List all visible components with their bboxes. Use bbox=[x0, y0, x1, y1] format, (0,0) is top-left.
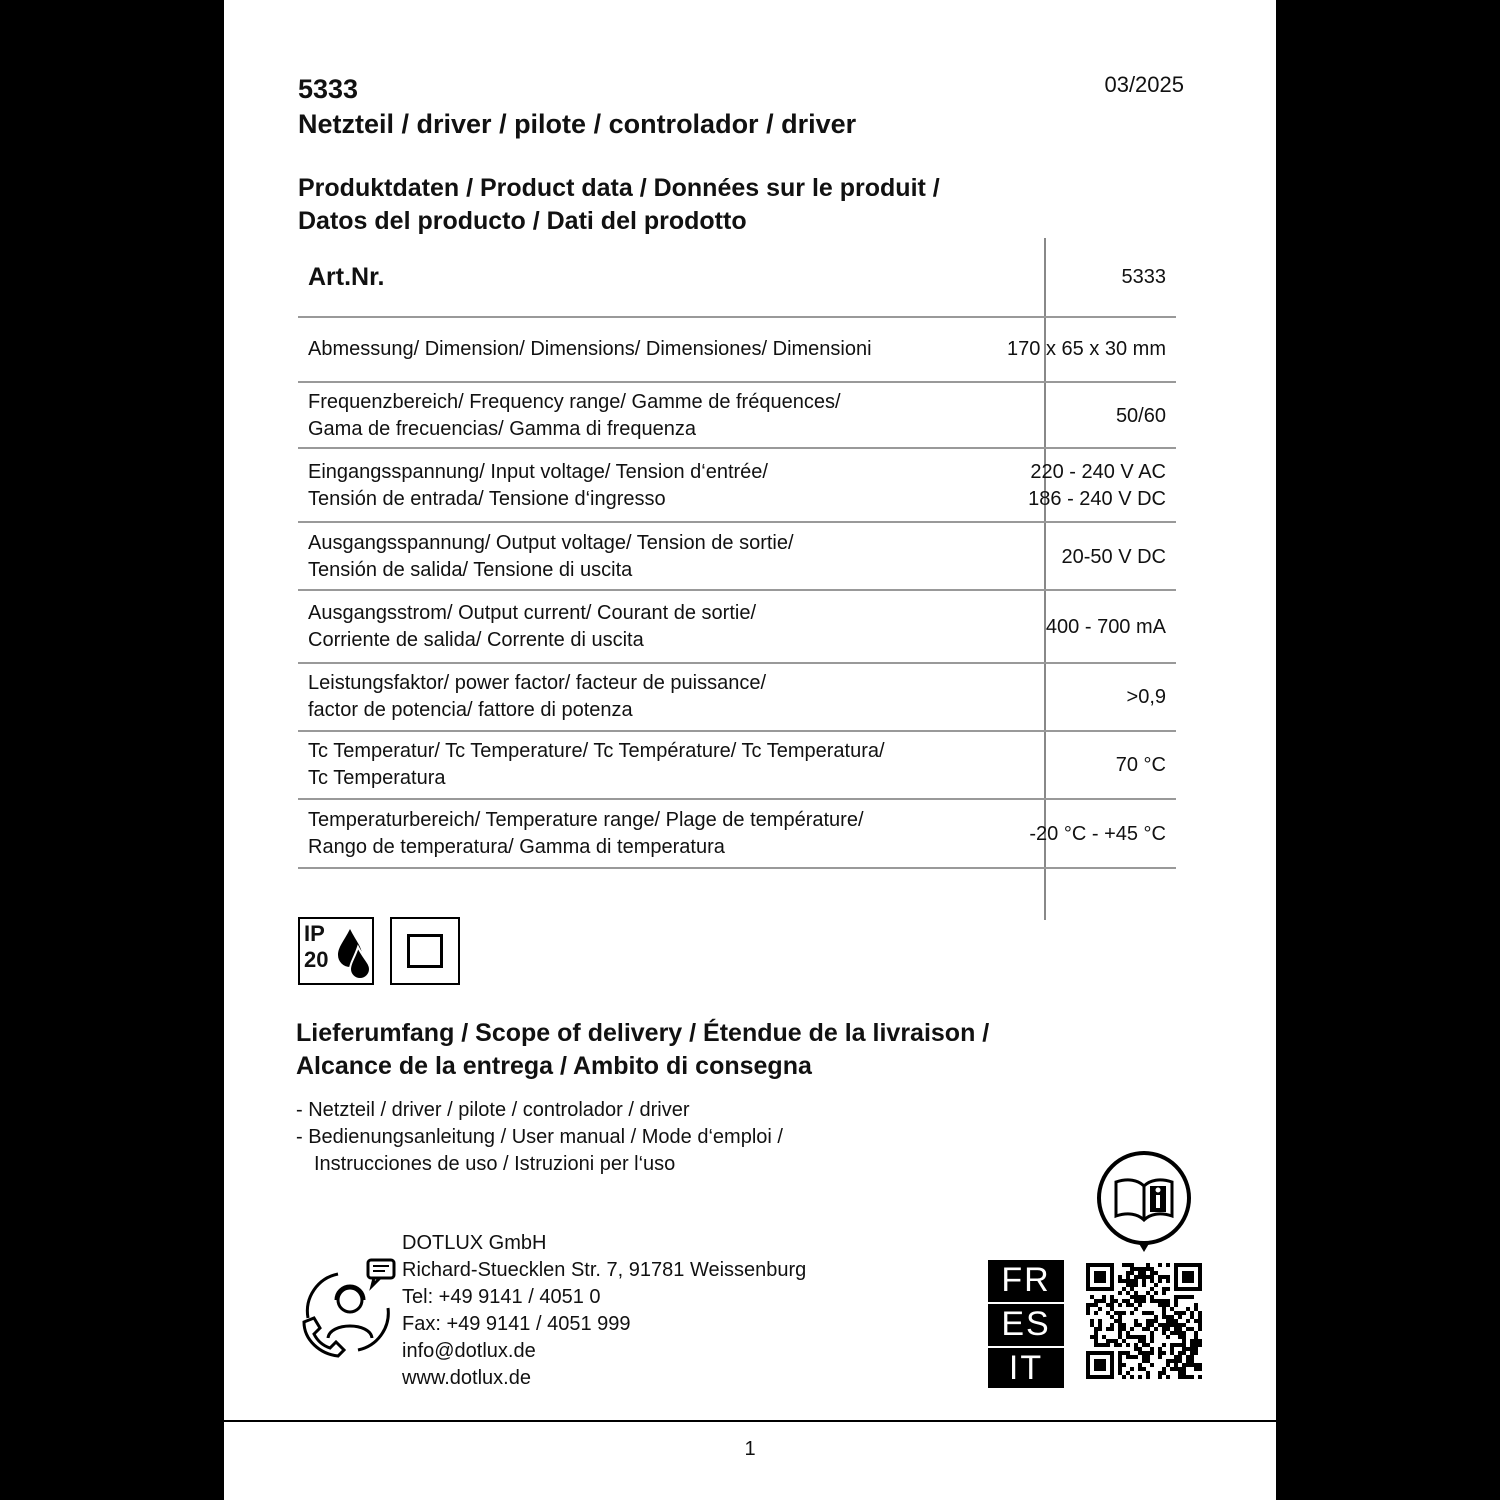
row-divider bbox=[298, 730, 1176, 732]
row-divider bbox=[298, 662, 1176, 664]
product-data-heading-line2: Datos del producto / Dati del prodotto bbox=[298, 207, 747, 235]
row-label bbox=[308, 738, 885, 792]
row-value: 400 - 700 mA bbox=[1045, 616, 1166, 638]
row-label-line1: Frequenzbereich/ Frequency range/ Gamme de fréquences/ bbox=[308, 391, 841, 413]
row-label-line1: Eingangsspannung/ Input voltage/ Tension d‘entrée/ bbox=[308, 461, 768, 483]
delivery-list bbox=[296, 1097, 783, 1178]
row-divider bbox=[298, 447, 1176, 449]
row-divider bbox=[298, 867, 1176, 869]
row-divider bbox=[298, 521, 1176, 523]
read-manual-icon bbox=[1094, 1150, 1194, 1254]
row-label-line1: Leistungsfaktor/ power factor/ facteur de puissance/ bbox=[308, 672, 767, 694]
product-data-heading bbox=[298, 172, 940, 238]
delivery-item: - Bedienungsanleitung / User manual / Mode d‘emploi / bbox=[296, 1126, 783, 1148]
language-code: ES bbox=[988, 1304, 1064, 1346]
row-divider bbox=[298, 589, 1176, 591]
row-divider bbox=[298, 798, 1176, 800]
row-label-line1: Ausgangsspannung/ Output voltage/ Tension de sortie/ bbox=[308, 532, 794, 554]
delivery-item-continued: Instrucciones de uso / Istruzioni per l‘uso bbox=[314, 1153, 676, 1175]
document-page bbox=[220, 0, 1280, 1500]
art-nr-label: Art.Nr. bbox=[308, 263, 385, 291]
art-nr-value: 5333 bbox=[1121, 266, 1166, 288]
company-website[interactable]: www.dotlux.de bbox=[402, 1367, 531, 1389]
company-address: Richard-Stuecklen Str. 7, 91781 Weissenburg bbox=[402, 1259, 807, 1281]
ip20-icon bbox=[298, 917, 374, 985]
row-value-line1: 220 - 240 V AC bbox=[1030, 461, 1166, 483]
row-label bbox=[308, 600, 756, 654]
language-code: FR bbox=[988, 1260, 1064, 1302]
class-ii-double-insulation-icon bbox=[390, 917, 460, 985]
row-value bbox=[1028, 459, 1166, 513]
company-name: DOTLUX GmbH bbox=[402, 1232, 547, 1254]
row-label-line2: Corriente de salida/ Corrente di uscita bbox=[308, 629, 644, 651]
inner-square bbox=[407, 934, 443, 968]
document-subtitle: Netzteil / driver / pilote / controlador / driver bbox=[298, 109, 857, 139]
product-data-heading-line1: Produktdaten / Product data / Données sur le produit / bbox=[298, 174, 940, 202]
contact-block bbox=[402, 1230, 806, 1392]
row-divider bbox=[298, 381, 1176, 383]
delivery-item: - Netzteil / driver / pilote / controlador / driver bbox=[296, 1099, 690, 1121]
row-label-line2: Tensión de salida/ Tensione di uscita bbox=[308, 559, 633, 581]
row-value: 70 °C bbox=[1115, 754, 1166, 776]
customer-support-icon bbox=[298, 1258, 398, 1358]
row-label: Abmessung/ Dimension/ Dimensions/ Dimensiones/ Dimensioni bbox=[308, 338, 872, 360]
row-label bbox=[308, 670, 766, 724]
qr-code-icon[interactable] bbox=[1086, 1263, 1202, 1379]
row-value: 170 x 65 x 30 mm bbox=[1007, 338, 1166, 360]
row-divider bbox=[298, 316, 1176, 318]
document-date: 03/2025 bbox=[1104, 72, 1184, 97]
ip-text: IP bbox=[304, 921, 325, 946]
table-row-art-nr bbox=[298, 260, 1176, 320]
row-label-line1: Tc Temperatur/ Tc Temperature/ Tc Température/ Tc Temperatura/ bbox=[308, 740, 885, 762]
row-label bbox=[308, 807, 864, 861]
row-label bbox=[308, 530, 794, 584]
row-label-line1: Ausgangsstrom/ Output current/ Courant de sortie/ bbox=[308, 602, 756, 624]
row-label-line2: factor de potencia/ fattore di potenza bbox=[308, 699, 633, 721]
company-fax: Fax: +49 9141 / 4051 999 bbox=[402, 1313, 631, 1335]
row-label-line1: Temperaturbereich/ Temperature range/ Plage de température/ bbox=[308, 809, 864, 831]
row-label-line2: Tensión de entrada/ Tensione d‘ingresso bbox=[308, 488, 666, 510]
company-phone: Tel: +49 9141 / 4051 0 bbox=[402, 1286, 601, 1308]
model-number: 5333 bbox=[298, 74, 359, 104]
page-number: 1 bbox=[744, 1438, 756, 1460]
water-drops-icon bbox=[336, 925, 372, 981]
language-code: IT bbox=[988, 1348, 1064, 1388]
row-value: >0,9 bbox=[1126, 686, 1166, 708]
row-value-line2: 186 - 240 V DC bbox=[1028, 488, 1166, 510]
row-value: 20-50 V DC bbox=[1061, 546, 1166, 568]
delivery-heading-line2: Alcance de la entrega / Ambito di consegna bbox=[296, 1052, 812, 1080]
company-email[interactable]: info@dotlux.de bbox=[402, 1340, 536, 1362]
delivery-heading bbox=[296, 1017, 989, 1083]
row-label-line2: Gama de frecuencias/ Gamma di frequenza bbox=[308, 418, 696, 440]
row-label-line2: Tc Temperatura bbox=[308, 767, 446, 789]
row-value: -20 °C - +45 °C bbox=[1029, 823, 1166, 845]
row-label bbox=[308, 389, 841, 443]
ip-rating-text: 20 bbox=[304, 947, 329, 972]
footer-divider bbox=[224, 1420, 1276, 1422]
delivery-heading-line1: Lieferumfang / Scope of delivery / Étendue de la livraison / bbox=[296, 1019, 990, 1047]
row-label bbox=[308, 459, 768, 513]
row-value: 50/60 bbox=[1115, 405, 1166, 427]
row-label-line2: Rango de temperatura/ Gamma di temperatura bbox=[308, 836, 725, 858]
